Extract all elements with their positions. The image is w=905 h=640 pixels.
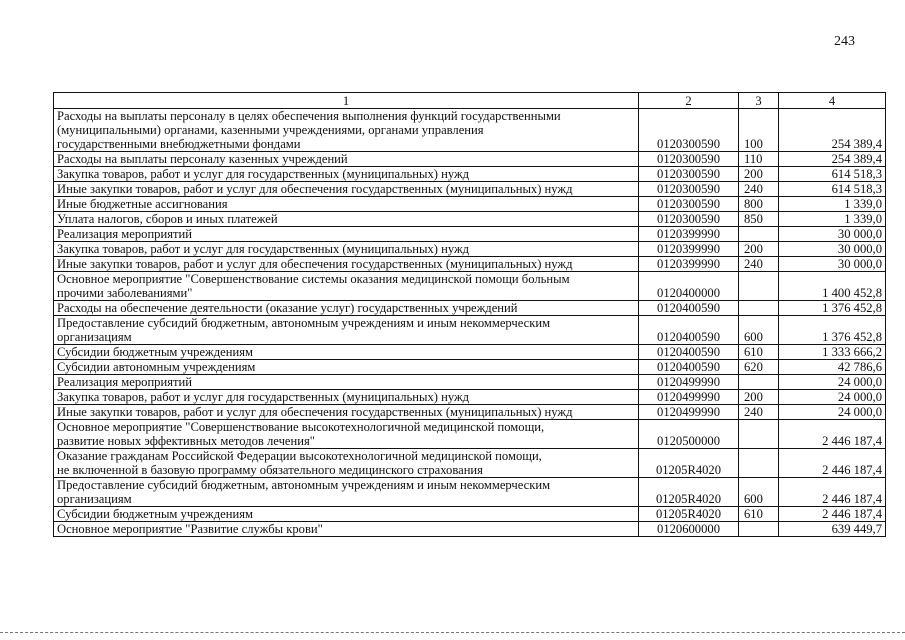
row-description: [54, 257, 639, 272]
description-line: Закупка товаров, работ и услуг для государственных (муниципальных) нужд: [57, 167, 470, 181]
description-line: Закупка товаров, работ и услуг для государственных (муниципальных) нужд: [57, 242, 470, 256]
row-amount: 2 446 187,4: [779, 478, 886, 507]
row-target-code: 0120300590: [639, 212, 739, 227]
row-amount: 1 400 452,8: [779, 272, 886, 301]
row-target-code: 0120499990: [639, 390, 739, 405]
row-amount: 2 446 187,4: [779, 420, 886, 449]
row-amount: 1 376 452,8: [779, 316, 886, 345]
table-row: [54, 272, 886, 301]
description-line: (муниципальными) органами, казенными учреждениями, органами управления: [57, 123, 484, 137]
row-amount: 30 000,0: [779, 227, 886, 242]
table-row: [54, 345, 886, 360]
table-row: [54, 360, 886, 375]
table-row: [54, 242, 886, 257]
row-target-code: 0120300590: [639, 182, 739, 197]
row-amount: 24 000,0: [779, 390, 886, 405]
row-target-code: 01205R4020: [639, 449, 739, 478]
description-line: организациям: [57, 330, 132, 344]
row-target-code: 0120600000: [639, 522, 739, 537]
table-row: [54, 507, 886, 522]
row-expense-type: 600: [739, 316, 779, 345]
row-description: [54, 242, 639, 257]
row-target-code: 0120400590: [639, 345, 739, 360]
description-line: государственными внебюджетными фондами: [57, 137, 301, 151]
table-row: [54, 420, 886, 449]
row-amount: 254 389,4: [779, 152, 886, 167]
table-row: [54, 478, 886, 507]
row-expense-type: 240: [739, 405, 779, 420]
header-col-2: 2: [639, 93, 739, 109]
table-row: [54, 182, 886, 197]
table-row: [54, 390, 886, 405]
row-expense-type: [739, 375, 779, 390]
row-expense-type: 100: [739, 109, 779, 152]
row-expense-type: 200: [739, 390, 779, 405]
row-expense-type: [739, 301, 779, 316]
description-line: Расходы на обеспечение деятельности (оказание услуг) государственных учреждений: [57, 301, 518, 315]
header-col-4: 4: [779, 93, 886, 109]
row-target-code: 0120400000: [639, 272, 739, 301]
row-expense-type: 200: [739, 167, 779, 182]
row-description: [54, 167, 639, 182]
scan-edge-line: [0, 632, 905, 633]
row-expense-type: [739, 420, 779, 449]
row-expense-type: [739, 272, 779, 301]
description-line: Уплата налогов, сборов и иных платежей: [57, 212, 278, 226]
table-row: [54, 522, 886, 537]
row-description: [54, 360, 639, 375]
description-line: Оказание гражданам Российской Федерации высокотехнологичной медицинской помощи,: [57, 449, 542, 463]
row-expense-type: 110: [739, 152, 779, 167]
description-line: Расходы на выплаты персоналу казенных учреждений: [57, 152, 348, 166]
row-description: [54, 507, 639, 522]
row-description: [54, 212, 639, 227]
row-target-code: 0120400590: [639, 360, 739, 375]
table-row: [54, 316, 886, 345]
description-line: Расходы на выплаты персоналу в целях обеспечения выполнения функций государственными: [57, 109, 561, 123]
table-row: [54, 212, 886, 227]
row-target-code: 0120300590: [639, 109, 739, 152]
row-target-code: 0120300590: [639, 167, 739, 182]
row-description: [54, 420, 639, 449]
row-target-code: 0120399990: [639, 227, 739, 242]
description-line: Иные закупки товаров, работ и услуг для обеспечения государственных (муниципальных) нужд: [57, 405, 573, 419]
row-description: [54, 109, 639, 152]
row-amount: 2 446 187,4: [779, 449, 886, 478]
row-target-code: 0120499990: [639, 405, 739, 420]
description-line: Основное мероприятие "Развитие службы крови": [57, 522, 323, 536]
row-target-code: 0120399990: [639, 242, 739, 257]
table-row: [54, 109, 886, 152]
description-line: Иные закупки товаров, работ и услуг для обеспечения государственных (муниципальных) нужд: [57, 182, 573, 196]
header-col-3: 3: [739, 93, 779, 109]
table-row: [54, 167, 886, 182]
row-target-code: 0120499990: [639, 375, 739, 390]
row-expense-type: 610: [739, 345, 779, 360]
row-expense-type: [739, 227, 779, 242]
description-line: Иные закупки товаров, работ и услуг для обеспечения государственных (муниципальных) нужд: [57, 257, 573, 271]
row-amount: 24 000,0: [779, 405, 886, 420]
description-line: Основное мероприятие "Совершенствование высокотехнологичной медицинской помощи,: [57, 420, 545, 434]
table-header-row: [54, 93, 886, 109]
row-description: [54, 272, 639, 301]
row-expense-type: 240: [739, 257, 779, 272]
row-amount: 639 449,7: [779, 522, 886, 537]
row-description: [54, 375, 639, 390]
table-row: [54, 227, 886, 242]
description-line: Субсидии бюджетным учреждениям: [57, 507, 253, 521]
row-target-code: 0120300590: [639, 152, 739, 167]
row-amount: 2 446 187,4: [779, 507, 886, 522]
row-description: [54, 197, 639, 212]
row-target-code: 0120300590: [639, 197, 739, 212]
description-line: прочими заболеваниями": [57, 286, 193, 300]
description-line: Реализация мероприятий: [57, 227, 192, 241]
row-amount: 614 518,3: [779, 167, 886, 182]
row-amount: 1 376 452,8: [779, 301, 886, 316]
row-target-code: 0120500000: [639, 420, 739, 449]
row-target-code: 01205R4020: [639, 478, 739, 507]
row-amount: 30 000,0: [779, 257, 886, 272]
row-description: [54, 316, 639, 345]
description-line: Иные бюджетные ассигнования: [57, 197, 228, 211]
table-row: [54, 375, 886, 390]
row-amount: 1 339,0: [779, 197, 886, 212]
row-description: [54, 182, 639, 197]
row-target-code: 0120399990: [639, 257, 739, 272]
row-expense-type: 800: [739, 197, 779, 212]
row-description: [54, 301, 639, 316]
row-description: [54, 405, 639, 420]
row-description: [54, 478, 639, 507]
row-description: [54, 152, 639, 167]
row-expense-type: 600: [739, 478, 779, 507]
description-line: Предоставление субсидий бюджетным, автономным учреждениям и иным некоммерческим: [57, 316, 551, 330]
row-description: [54, 449, 639, 478]
page-number: 243: [834, 34, 855, 49]
row-description: [54, 227, 639, 242]
description-line: развитие новых эффективных методов лечения": [57, 434, 315, 448]
row-amount: 42 786,6: [779, 360, 886, 375]
row-expense-type: 850: [739, 212, 779, 227]
table-row: [54, 301, 886, 316]
description-line: Субсидии бюджетным учреждениям: [57, 345, 253, 359]
table-row: [54, 152, 886, 167]
table-row: [54, 405, 886, 420]
row-amount: 1 339,0: [779, 212, 886, 227]
budget-table: [53, 92, 886, 537]
row-amount: 1 333 666,2: [779, 345, 886, 360]
description-line: не включенной в базовую программу обязательного медицинского страхования: [57, 463, 483, 477]
row-target-code: 0120400590: [639, 316, 739, 345]
row-amount: 30 000,0: [779, 242, 886, 257]
description-line: Субсидии автономным учреждениям: [57, 360, 256, 374]
description-line: Закупка товаров, работ и услуг для государственных (муниципальных) нужд: [57, 390, 470, 404]
table-row: [54, 449, 886, 478]
row-expense-type: 200: [739, 242, 779, 257]
description-line: Предоставление субсидий бюджетным, автономным учреждениям и иным некоммерческим: [57, 478, 551, 492]
table-row: [54, 257, 886, 272]
row-expense-type: 620: [739, 360, 779, 375]
row-expense-type: 240: [739, 182, 779, 197]
row-expense-type: 610: [739, 507, 779, 522]
row-description: [54, 345, 639, 360]
row-amount: 614 518,3: [779, 182, 886, 197]
row-amount: 254 389,4: [779, 109, 886, 152]
row-description: [54, 390, 639, 405]
row-description: [54, 522, 639, 537]
description-line: организациям: [57, 492, 132, 506]
row-amount: 24 000,0: [779, 375, 886, 390]
row-expense-type: [739, 522, 779, 537]
header-col-1: 1: [54, 93, 639, 109]
row-target-code: 01205R4020: [639, 507, 739, 522]
row-target-code: 0120400590: [639, 301, 739, 316]
description-line: Реализация мероприятий: [57, 375, 192, 389]
table-row: [54, 197, 886, 212]
row-expense-type: [739, 449, 779, 478]
description-line: Основное мероприятие "Совершенствование системы оказания медицинской помощи больным: [57, 272, 570, 286]
